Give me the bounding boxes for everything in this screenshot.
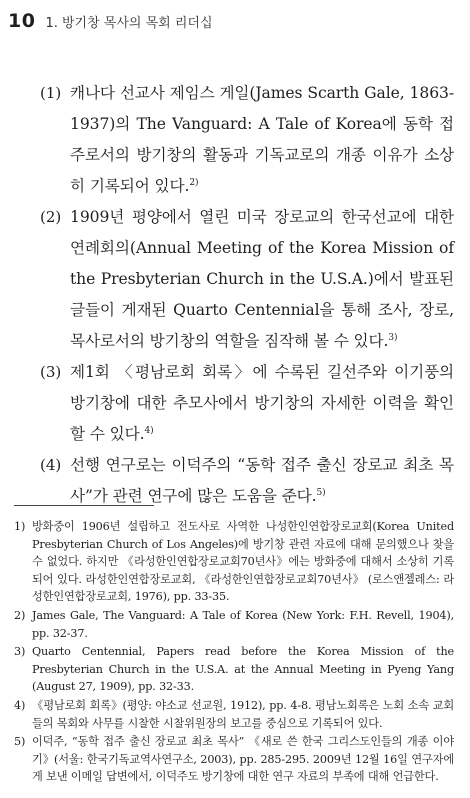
footnote-divider — [14, 505, 154, 506]
footnote-marker: 5) — [14, 735, 26, 749]
page-number: 10 — [8, 10, 36, 32]
running-title: 1. 방기창 목사의 목회 리더십 — [45, 16, 213, 31]
item-marker: (1) — [40, 84, 62, 102]
footnote-ref[interactable]: 5) — [316, 487, 326, 498]
source-item — [40, 78, 454, 202]
source-list — [40, 78, 454, 512]
footnote — [14, 733, 454, 786]
footnote-ref[interactable]: 4) — [144, 425, 154, 436]
source-item — [40, 202, 454, 357]
footnote — [14, 518, 454, 606]
footnote — [14, 643, 454, 696]
footnote-text: 이덕주, “동학 접주 출신 장로교 최초 목사” 《새로 쓴 한국 그리스도인들의 개종 이야기》(서울: 한국기독교역사연구소, 2003), pp. 285-295. 2009년 12월 16일 연구자에게 보낸 이메일 답변에서, 이덕주도 방기창에 대한 연구 자료의 부족에 대해 언급한다. — [32, 735, 454, 784]
footnote-marker: 3) — [14, 645, 26, 659]
footnote-text: James Gale, The Vanguard: A Tale of Korea (New York: F.H. Revell, 1904), pp. 32-37. — [32, 608, 454, 640]
item-text: 캐나다 선교사 제임스 게일(James Scarth Gale, 1863-1937)의 The Vanguard: A Tale of Korea에 동학 접주로서의 방기창의 활동과 기독교로의 개종 이유가 소상히 기록되어 있다. — [70, 84, 454, 195]
item-marker: (3) — [40, 363, 62, 381]
item-marker: (2) — [40, 208, 62, 226]
footnote-marker: 4) — [14, 698, 26, 712]
footnote-ref[interactable]: 2) — [189, 177, 199, 188]
footnote-ref[interactable]: 3) — [388, 332, 398, 343]
footnote-marker: 2) — [14, 608, 26, 622]
footnotes — [14, 518, 454, 787]
page-header — [8, 10, 213, 32]
source-item — [40, 450, 454, 512]
footnote-text: 방화중이 1906년 설립하고 전도사로 사역한 나성한인연합장로교회(Korea United Presbyterian Church of Los Angeles)에 방기창 관련 자료에 대해 문의했으나 찾을 수 없었다. 하지만 《라성한인연합장로교회70년사》에는 방화중에 대해서 소상히 기록되어 있다. 라성한인연합장로교회, 《라성한인연합장로교회70년사》 (로스앤젤레스: 라성한인연합장로교회, 1976), pp. 33-35. — [32, 520, 454, 604]
item-text: 선행 연구로는 이덕주의 “동학 접주 출신 장로교 최초 목사”가 관련 연구에 많은 도움을 준다. — [70, 456, 454, 505]
footnote — [14, 697, 454, 732]
footnote-marker: 1) — [14, 520, 26, 533]
item-text: 1909년 평양에서 열린 미국 장로교의 한국선교에 대한 연례회의(Annual Meeting of the Korea Mission of the Presbyterian Church in the U.S.A.)에서 발표된 글들이 게재된 Quarto Centennial을 통해 조사, 장로, 목사로서의 방기창의 역할을 짐작해 볼 수 있다. — [70, 208, 454, 350]
source-item — [40, 357, 454, 450]
item-text: 제1회 〈평남로회 회록〉에 수록된 길선주와 이기풍의 방기창에 대한 추모사에서 방기창의 자세한 이력을 확인할 수 있다. — [70, 363, 454, 443]
footnote — [14, 607, 454, 642]
footnote-text: Quarto Centennial, Papers read before the Korea Mission of the Presbyterian Church in the U.S.A. at the Annual Meeting in Pyeng Yang (August 27, 1909), pp. 32-33. — [32, 645, 454, 694]
footnote-text: 《평남로회 회록》(평양: 야소교 선교원, 1912), pp. 4-8. 평남노회록은 노회 소속 교회들의 목회와 사무를 시찰한 시찰위원장의 보고를 중심으로 기록되어 있다. — [32, 698, 454, 730]
item-marker: (4) — [40, 456, 62, 474]
